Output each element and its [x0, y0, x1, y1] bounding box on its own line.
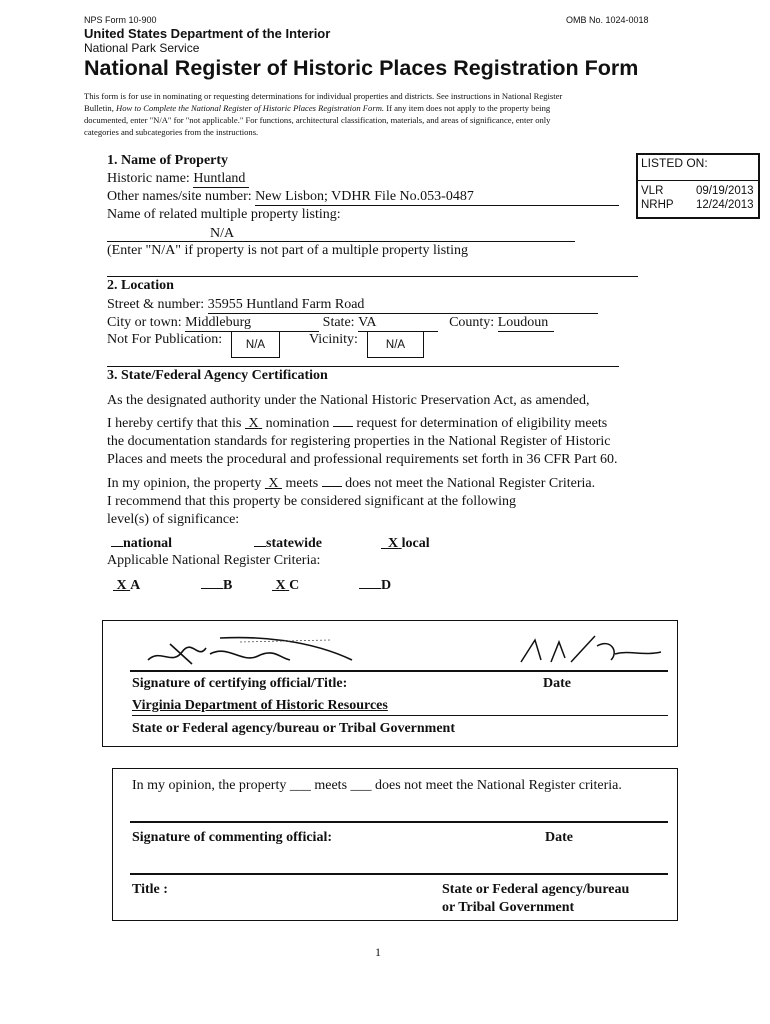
national-level[interactable]	[111, 536, 172, 552]
certify-nomination: nomination	[265, 416, 330, 431]
not-for-publication-field[interactable]: N/A	[231, 331, 280, 358]
criteria-label: Applicable National Register Criteria:	[107, 553, 321, 568]
local-check-mark: X	[388, 536, 399, 551]
state-label: State:	[322, 315, 355, 330]
certifying-signature-line	[130, 670, 668, 672]
form-number: NPS Form 10-900	[84, 15, 157, 25]
commenting-signature-line	[130, 821, 668, 823]
omb-number: OMB No. 1024-0018	[566, 15, 649, 25]
commenting-title-label: Title :	[132, 882, 168, 897]
form-title: National Register of Historic Places Registration Form	[84, 56, 639, 80]
street-label: Street & number:	[107, 297, 205, 312]
nomination-check[interactable]	[245, 416, 262, 431]
section-3-heading: 3. State/Federal Agency Certification	[107, 368, 328, 383]
commenting-date-label: Date	[545, 830, 573, 845]
does-not-meet-check[interactable]	[322, 486, 342, 487]
county-label: County:	[449, 315, 495, 330]
vicinity-field[interactable]: N/A	[367, 331, 424, 358]
statewide-level[interactable]	[254, 536, 322, 552]
historic-name-field[interactable]: Huntland	[193, 171, 249, 188]
opinion-text: In my opinion, the property	[107, 476, 262, 491]
local-check[interactable]	[381, 536, 402, 551]
certifying-agency-label: State or Federal agency/bureau or Tribal Government	[132, 721, 456, 736]
certify-line-1	[107, 416, 607, 432]
not-for-publication-label: Not For Publication:	[107, 332, 223, 347]
historic-name-row	[107, 171, 249, 188]
certify-line-2: the documentation standards for registering properties in the National Register of Historic	[107, 434, 611, 449]
certifying-date-handwritten	[515, 632, 665, 668]
related-listing-field[interactable]: N/A	[107, 225, 575, 242]
authority-statement: As the designated authority under the National Historic Preservation Act, as amended,	[107, 393, 590, 408]
county-field[interactable]: Loudoun	[498, 315, 554, 332]
criterion-a-check[interactable]	[113, 578, 130, 593]
city-label: City or town:	[107, 315, 182, 330]
instructions-line-3: documented, enter "N/A" for "not applicable." For functions, architectural classification, materials, and areas of significance, enter only	[84, 115, 551, 125]
criterion-d-check[interactable]	[359, 588, 381, 589]
enter-na-note: (Enter "N/A" if property is not part of a multiple property listing	[107, 243, 468, 258]
other-names-label: Other names/site number:	[107, 189, 252, 204]
certify-request: request for determination of eligibility meets	[356, 416, 608, 431]
related-listing-label: Name of related multiple property listing:	[107, 207, 341, 222]
local-label: local	[401, 536, 430, 551]
nomination-check-mark: X	[248, 416, 259, 431]
instructions-text: Bulletin,	[84, 103, 116, 113]
historic-name-label: Historic name:	[107, 171, 190, 186]
certify-line-3: Places and meets the procedural and professional requirements set forth in 36 CFR Part 60.	[107, 452, 618, 467]
criterion-d-label: D	[381, 578, 392, 593]
page-number: 1	[375, 945, 381, 959]
levels-text: level(s) of significance:	[107, 512, 240, 527]
criterion-a[interactable]	[113, 578, 140, 594]
service-name: National Park Service	[84, 41, 200, 55]
listed-on-divider	[638, 180, 758, 181]
section-1-heading: 1. Name of Property	[107, 153, 229, 168]
vicinity-label: Vicinity:	[309, 332, 358, 347]
street-field[interactable]: 35955 Huntland Farm Road	[208, 297, 598, 314]
section-2-heading: 2. Location	[107, 278, 174, 293]
criterion-d[interactable]	[359, 578, 391, 594]
statewide-check[interactable]	[254, 546, 266, 547]
commenting-opinion: In my opinion, the property ___ meets ___ does not meet the National Register criteria.	[132, 778, 622, 793]
instructions-text: If any item does not apply to the property being	[384, 103, 551, 113]
listed-nrhp-label: NRHP	[641, 199, 674, 211]
criterion-a-check-mark: X	[116, 578, 127, 593]
national-label: national	[123, 536, 173, 551]
commenting-title-line	[130, 873, 668, 875]
commenting-agency-label-2: or Tribal Government	[442, 900, 575, 915]
commenting-signature-label: Signature of commenting official:	[132, 830, 332, 845]
criterion-c-label: C	[289, 578, 300, 593]
instructions-bulletin-title: How to Complete the National Register of Historic Places Registration Form.	[116, 103, 385, 113]
certifying-signature[interactable]	[140, 630, 360, 668]
meets-check-mark: X	[268, 476, 279, 491]
section-1-divider	[107, 276, 638, 277]
local-level[interactable]	[381, 536, 430, 552]
other-names-field[interactable]: New Lisbon; VDHR File No.053-0487	[255, 189, 619, 206]
criterion-b-check[interactable]	[201, 588, 223, 589]
criterion-b[interactable]	[201, 578, 232, 594]
certifying-date-label: Date	[543, 676, 571, 691]
meets-label: meets	[285, 476, 319, 491]
listed-on-title: LISTED ON:	[641, 156, 708, 170]
criterion-b-label: B	[223, 578, 233, 593]
certifying-agency-field[interactable]	[132, 697, 668, 716]
request-check[interactable]	[333, 426, 353, 427]
does-not-meet-label: does not meet the National Register Criteria.	[345, 476, 596, 491]
meets-check[interactable]	[265, 476, 282, 491]
street-row	[107, 297, 598, 314]
criterion-a-label: A	[130, 578, 141, 593]
instructions-line-4: categories and subcategories from the instructions.	[84, 127, 259, 137]
listed-vlr-label: VLR	[641, 185, 664, 197]
department-name: United States Department of the Interior	[84, 26, 331, 41]
opinion-line	[107, 476, 595, 492]
criterion-c[interactable]	[272, 578, 299, 594]
criterion-c-check[interactable]	[272, 578, 289, 593]
section-2-divider	[107, 366, 619, 367]
other-names-row	[107, 189, 619, 206]
city-row	[107, 315, 554, 332]
recommend-text: I recommend that this property be considered significant at the following	[107, 494, 516, 509]
national-check[interactable]	[111, 546, 123, 547]
state-field[interactable]: VA	[358, 315, 438, 332]
listed-nrhp-date: 12/24/2013	[696, 199, 754, 211]
certifying-agency-value: Virginia Department of Historic Resources	[132, 698, 388, 713]
listed-vlr-date: 09/19/2013	[696, 185, 754, 197]
instructions-line-1: This form is for use in nominating or requesting determinations for individual properties and districts. See instructions in National Register	[84, 91, 563, 101]
certify-text: I hereby certify that this	[107, 416, 242, 431]
city-field[interactable]: Middleburg	[185, 315, 319, 332]
certifying-signature-label: Signature of certifying official/Title:	[132, 676, 348, 691]
commenting-agency-label-1: State or Federal agency/bureau	[442, 882, 630, 897]
instructions-line-2	[84, 103, 550, 113]
statewide-label: statewide	[266, 536, 322, 551]
criterion-c-check-mark: X	[275, 578, 286, 593]
